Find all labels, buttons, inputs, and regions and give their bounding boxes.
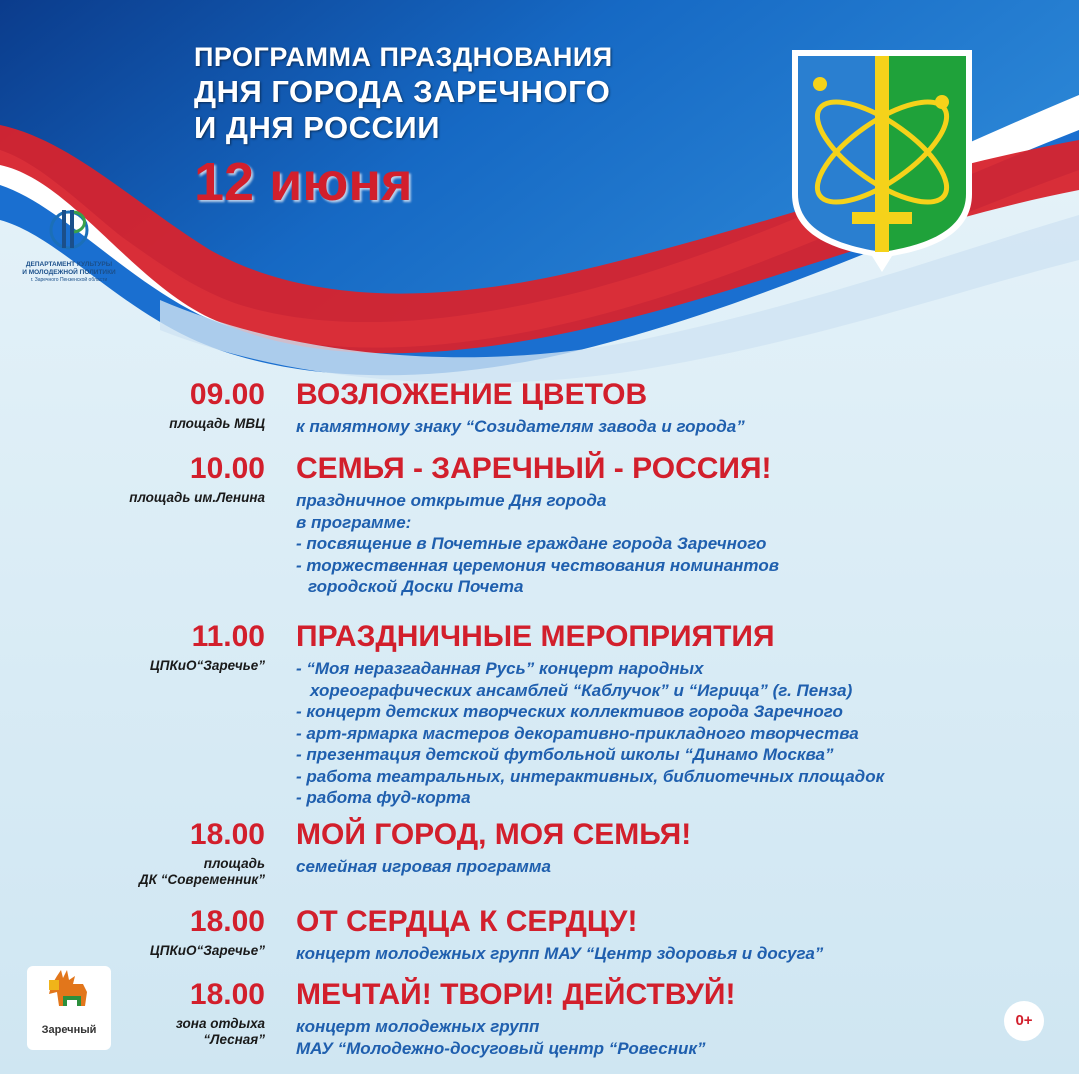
event-description-line: - торжественная церемония чествования номинантов: [296, 555, 779, 575]
event-description-line: - презентация детской футбольной школы “Динамо Москва”: [296, 745, 834, 764]
department-line-3: г. Заречного Пензенской области: [30, 277, 108, 283]
event-time: 18.00: [189, 978, 265, 1011]
event-place-line: площадь им.Ленина: [129, 490, 265, 505]
event-place-line: ЦПКиО“Заречье”: [149, 943, 265, 958]
event-description-line: хореографических ансамблей “Каблучок” и “Игрица” (г. Пенза): [310, 680, 853, 700]
event-place-line: зона отдыха: [175, 1016, 265, 1031]
event-description-line: городской Доски Почета: [308, 577, 524, 596]
event-place-line: ЦПКиО“Заречье”: [149, 658, 265, 673]
event-place-line: площадь МВЦ: [169, 416, 265, 431]
event-description-line: - “Моя неразгаданная Русь” концерт народных: [296, 659, 704, 678]
event-description-line: в программе:: [296, 512, 412, 532]
event-title: ПРАЗДНИЧНЫЕ МЕРОПРИЯТИЯ: [296, 620, 775, 653]
event-description-line: - работа фуд-корта: [296, 788, 471, 807]
event-place: [45, 943, 265, 959]
event-description-line: - арт-ярмарка мастеров декоративно-прикладного творчества: [296, 723, 859, 743]
header-line-2: ДНЯ ГОРОДА ЗАРЕЧНОГО: [194, 74, 611, 109]
department-emblem-icon: [44, 202, 94, 256]
event-description: [296, 490, 779, 598]
event-place: [45, 658, 265, 674]
event-time: 18.00: [189, 905, 265, 938]
event-time: 11.00: [191, 620, 265, 653]
event-place: [45, 416, 265, 432]
event-time: 09.00: [189, 378, 265, 411]
event-place-line: площадь: [203, 856, 265, 871]
department-line-2: И МОЛОДЕЖНОЙ ПОЛИТИКИ: [22, 269, 116, 276]
coat-of-arms-icon: [782, 44, 982, 274]
event-description-line: - посвящение в Почетные граждане города Заречного: [296, 534, 767, 553]
city-logo-label: Заречный: [41, 1024, 97, 1036]
event-place: [45, 856, 265, 888]
city-logo: [27, 966, 111, 1050]
event-description-line: концерт молодежных групп: [296, 1017, 540, 1036]
event-description-line: - работа театральных, интерактивных, библиотечных площадок: [296, 766, 885, 786]
event-description-line: - концерт детских творческих коллективов города Заречного: [296, 702, 843, 721]
department-logo: [14, 202, 124, 283]
event-title: МОЙ ГОРОД, МОЯ СЕМЬЯ!: [296, 818, 692, 851]
event-time: 10.00: [189, 452, 265, 485]
event-place: [45, 490, 265, 506]
event-date: 12 июня: [194, 152, 413, 212]
event-description: [296, 416, 745, 438]
event-title: ОТ СЕРДЦА К СЕРДЦУ!: [296, 905, 638, 938]
event-description-line: семейная игровая программа: [296, 857, 551, 876]
event-description-line: праздничное открытие Дня города: [296, 491, 607, 510]
header: [194, 40, 613, 212]
event-description: [296, 1016, 705, 1059]
event-description-line: МАУ “Молодежно-досуговый центр “Ровесник”: [296, 1038, 706, 1058]
event-description: [296, 658, 884, 809]
event-time: 18.00: [189, 818, 265, 851]
age-rating-badge: 0+: [1004, 1001, 1044, 1041]
event-description-line: концерт молодежных групп МАУ “Центр здоровья и досуга”: [296, 944, 824, 963]
department-line-1: ДЕПАРТАМЕНТ КУЛЬТУРЫ: [25, 261, 113, 268]
event-title: СЕМЬЯ - ЗАРЕЧНЫЙ - РОССИЯ!: [296, 452, 772, 485]
event-title: ВОЗЛОЖЕНИЕ ЦВЕТОВ: [296, 378, 648, 411]
event-place-line: ДК “Современник”: [138, 872, 265, 887]
event-title: МЕЧТАЙ! ТВОРИ! ДЕЙСТВУЙ!: [296, 978, 736, 1011]
event-description-line: к памятному знаку “Созидателям завода и города”: [296, 417, 745, 436]
header-line-3: И ДНЯ РОССИИ: [194, 110, 440, 145]
header-line-1: ПРОГРАММА ПРАЗДНОВАНИЯ: [194, 42, 613, 72]
event-description: [296, 943, 823, 965]
event-description: [296, 856, 551, 878]
event-place-line: “Лесная”: [203, 1032, 265, 1047]
moose-icon: [27, 966, 111, 1022]
